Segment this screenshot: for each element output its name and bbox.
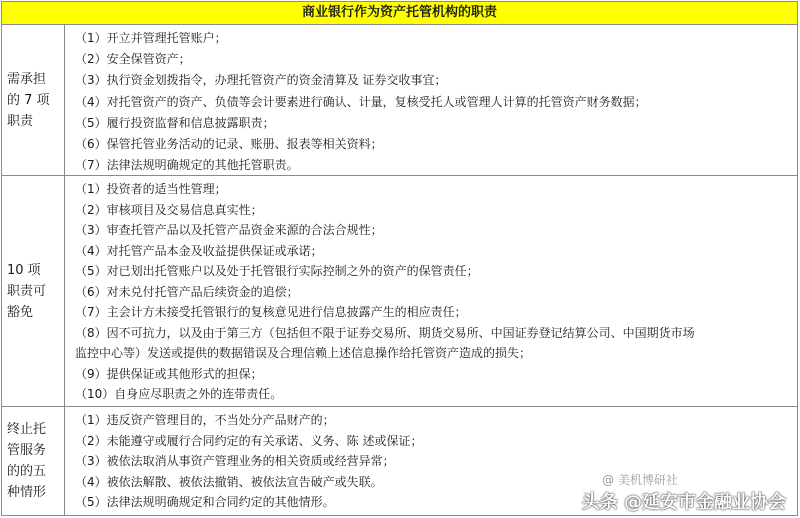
list-item: （2）未能遵守或履行合同约定的有关承诺、义务、陈 述或保证； [75,433,423,448]
list-item: （6）对未兑付托管产品后续资金的追偿； [75,284,299,299]
table-title: 商业银行作为资产托管机构的职责 [2,2,797,25]
list-item: （5）履行投资监督和信息披露职责； [75,115,275,130]
list-item: 监控中心等）发送或提供的数据错误及合理信赖上述信息操作给托管资产造成的损失； [75,346,532,360]
list-item: （2）审核项目及交易信息真实性； [75,202,263,217]
list-item: （4）对托管产品本金及收益提供保证或承诺； [75,243,323,258]
list-item: （3）审查托管产品以及托管产品资金来源的合法合规性； [75,223,383,237]
section-items [65,176,797,406]
list-item: （8）因不可抗力，以及由于第三方（包括但不限于证券交易所、期货交易所、中国证券登记结算公司、中国期货市场 [75,325,695,340]
list-item: （7）主会计方未接受托管银行的复核意见进行信息披露产生的相应责任； [75,305,467,319]
list-item: （2）安全保管资产； [75,52,191,67]
list-item: （7）法律法规明确规定的其他托管职责。 [75,158,299,173]
section-label: 10 项 职责可 豁免 [2,176,65,406]
list-item: （1）违反资产管理目的，不当处分产品财产的； [75,413,335,427]
section-required-duties [2,25,797,176]
list-item: （3）被依法取消从事资产管理业务的相关资质或经营异常； [75,454,395,469]
list-item: （10）自身应尽职责之外的连带责任。 [75,387,283,401]
list-item: （1）投资者的适当性管理； [75,182,227,196]
list-item: （9）提供保证或其他形式的担保； [75,366,263,381]
list-item: （4）对托管资产的资产、负债等会计要素进行确认、计量，复核受托人或管理人计算的托管资产财务数据； [75,94,647,109]
list-item: （5）法律法规明确规定和合同约定的其他情形。 [75,495,335,510]
list-item: （6）保管托管业务活动的记录、账册、报表等相关资料； [75,137,383,152]
list-item: （5）对已划出托管账户以及处于托管银行实际控制之外的资产的保管责任； [75,264,479,278]
section-items [65,25,797,175]
list-item: （1）开立并管理托管账户； [75,31,227,45]
section-label: 需承担 的 7 项 职责 [2,25,65,175]
list-item: （4）被依法解散、被依法撤销、被依法宣告破产或失联。 [75,474,383,489]
section-exempt-duties [2,176,797,407]
source-watermark: 头条 @延安市金融业协会 [581,492,786,513]
section-label: 终止托 管服务 的的五 种情形 [2,407,65,515]
duties-table [1,1,798,516]
faint-watermark: @ 美机博研社 [602,473,678,487]
list-item: （3）执行资金划拨指令，办理托管资产的资金清算及 证券交收事宜； [75,73,447,88]
